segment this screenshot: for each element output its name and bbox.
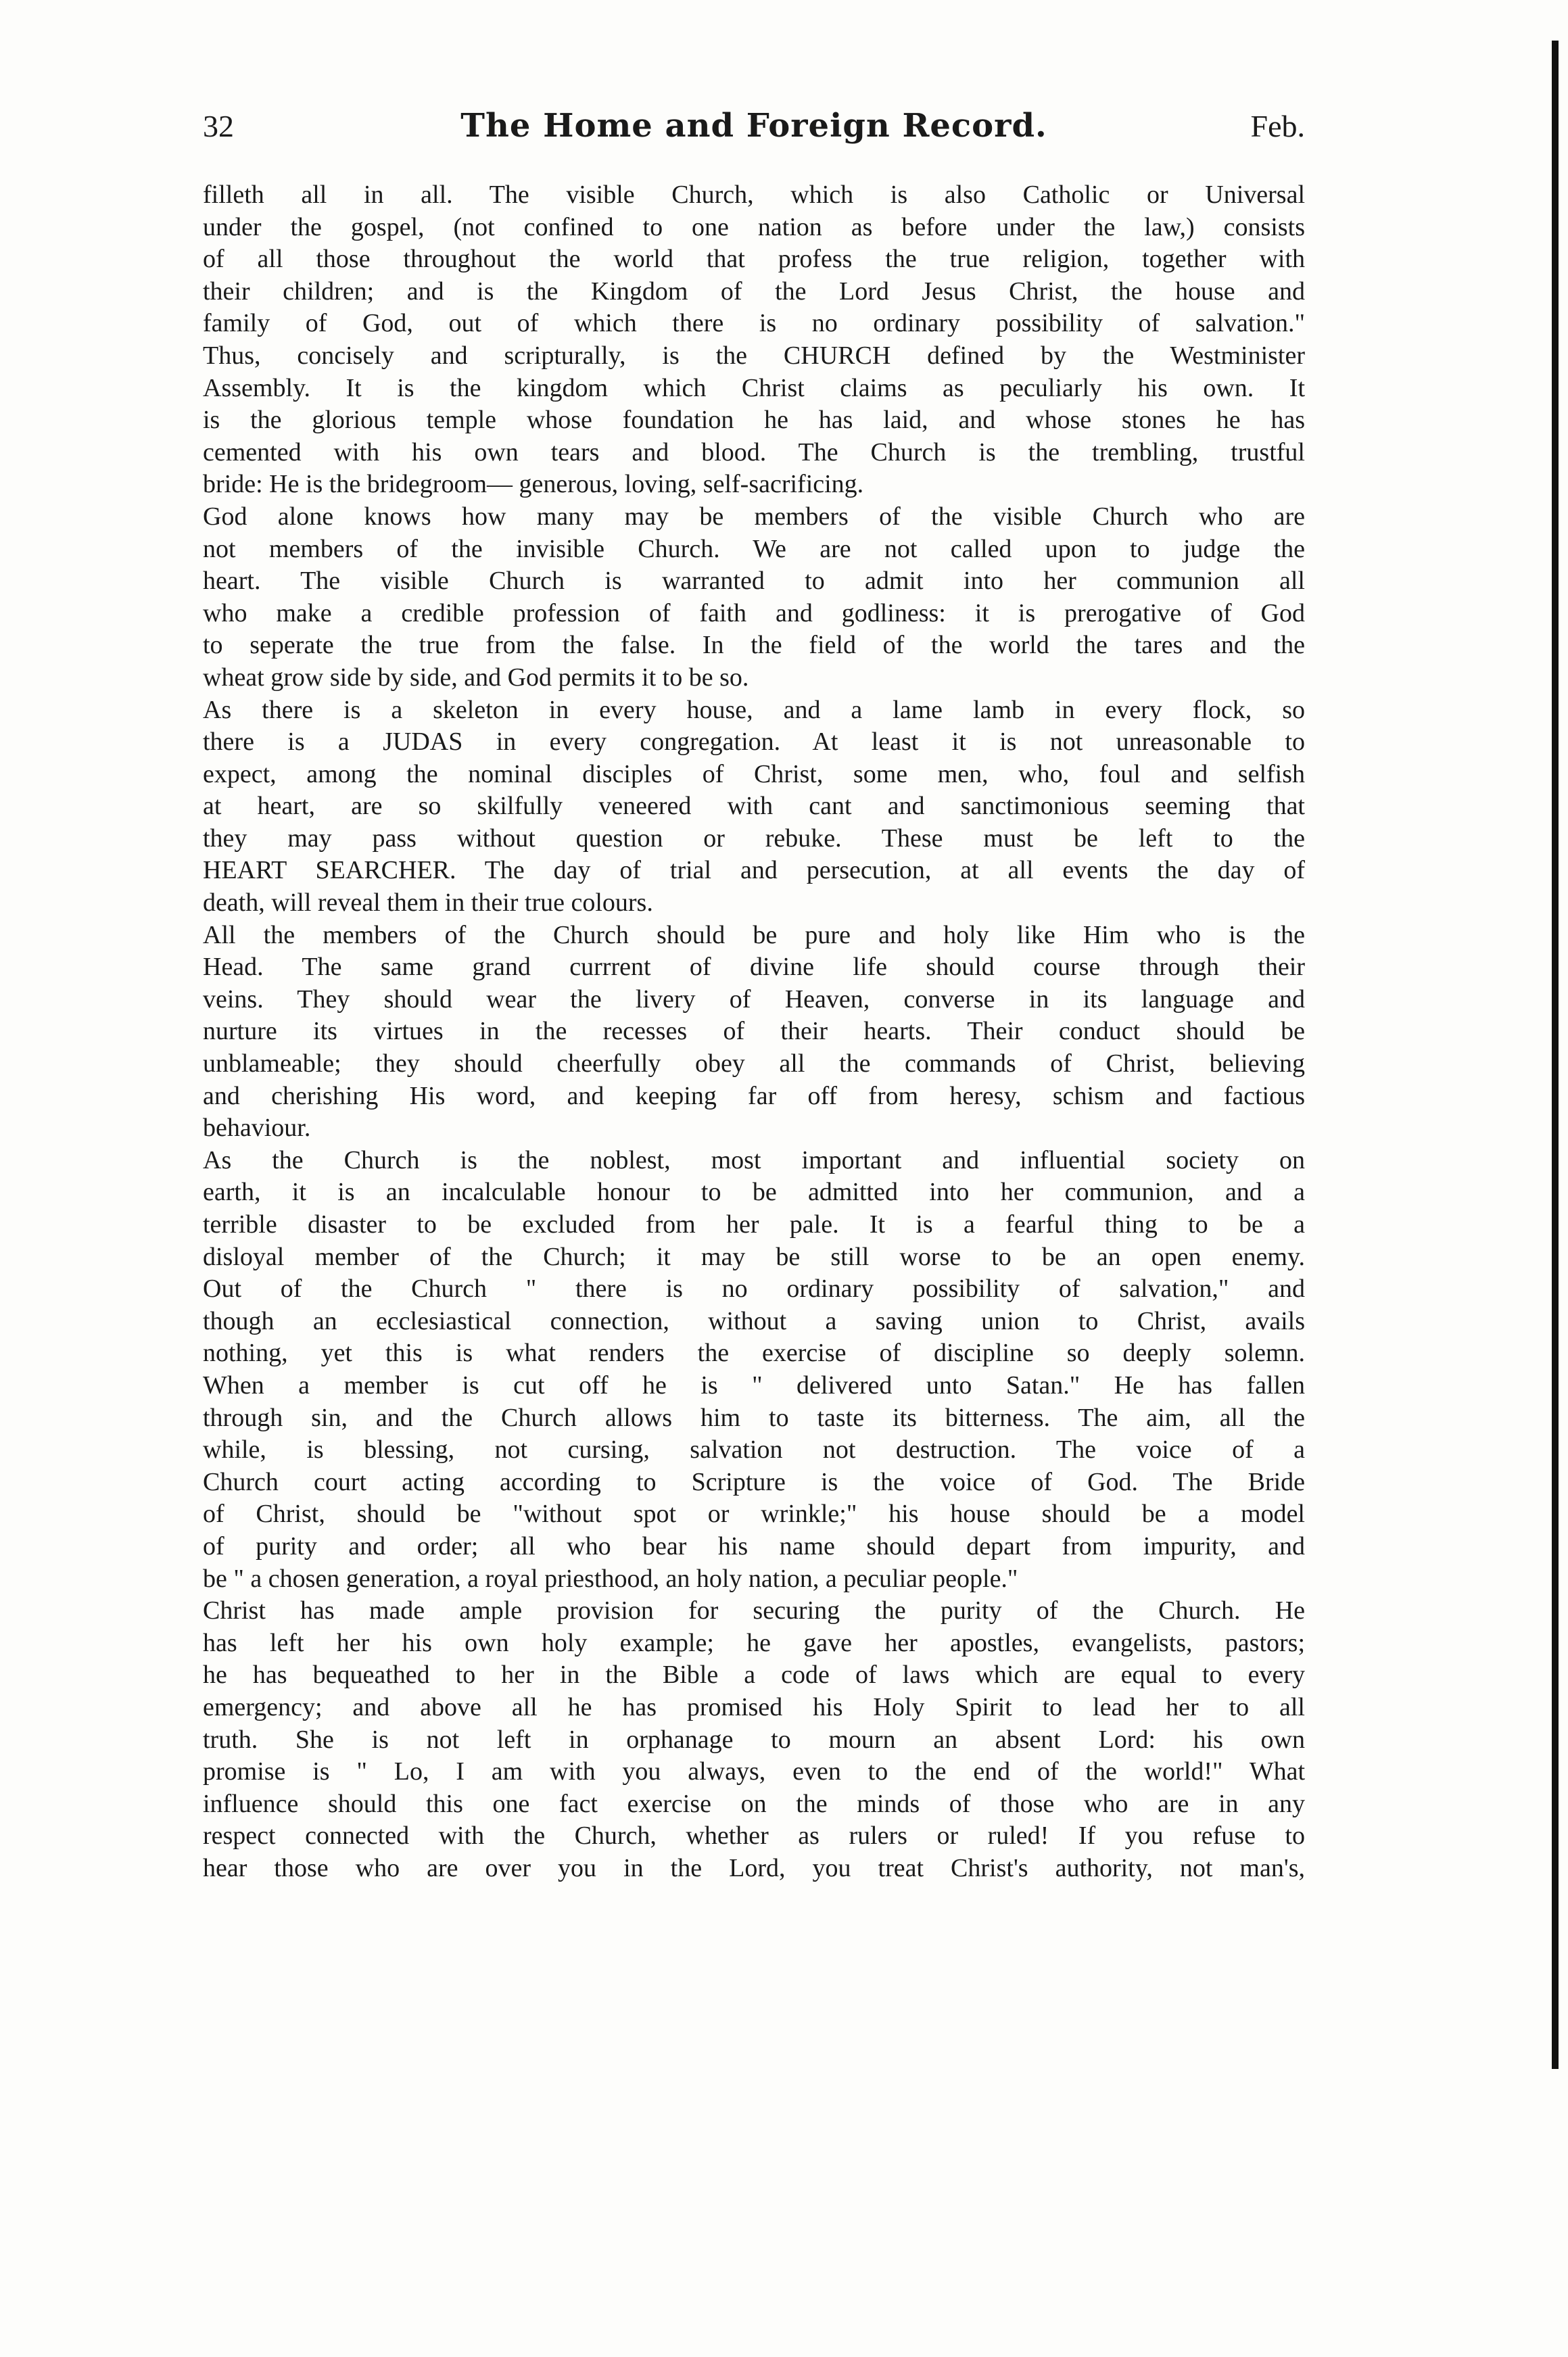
- journal-title: The Home and Foreign Record.: [460, 107, 1047, 145]
- text-line: be " a chosen generation, a royal priesthood, an holy nation, a peculiar people.": [203, 1564, 1018, 1593]
- text-line: of all those throughout the world that profess the true religion, together with: [203, 245, 1305, 274]
- text-line: of purity and order; all who bear his name should depart from impurity, and: [203, 1531, 1305, 1561]
- text-line: they may pass without question or rebuke. These must be left to the: [203, 824, 1305, 853]
- text-line: to seperate the true from the false. In the field of the world the tares and the: [203, 631, 1305, 660]
- text-line: wheat grow side by side, and God permits it to be so.: [203, 663, 749, 692]
- paragraph-first-line: As the Church is the noblest, most important and influential society on: [203, 1145, 1305, 1174]
- text-line: disloyal member of the Church; it may be still worse to be an open enemy.: [203, 1242, 1305, 1271]
- text-line: promise is " Lo, I am with you always, even to the end of the world!" What: [203, 1757, 1305, 1786]
- text-line: heart. The visible Church is warranted to admit into her communion all: [203, 567, 1305, 596]
- text-line: of Christ, should be "without spot or wrinkle;" his house should be a model: [203, 1500, 1305, 1529]
- text-line: expect, among the nominal disciples of Christ, some men, who, foul and selfish: [203, 759, 1305, 788]
- text-line: at heart, are so skilfully veneered with cant and sanctimonious seeming that: [203, 792, 1305, 821]
- text-line: Head. The same grand currrent of divine life should course through their: [203, 953, 1305, 982]
- text-line: while, is blessing, not cursing, salvation not destruction. The voice of a: [203, 1435, 1305, 1465]
- text-line: nurture its virtues in the recesses of their hearts. Their conduct should be: [203, 1017, 1305, 1046]
- text-line: is the glorious temple whose foundation he has laid, and whose stones he has: [203, 406, 1305, 435]
- text-line: death, will reveal them in their true colours.: [203, 888, 653, 918]
- text-line: has left her his own holy example; he gave her apostles, evangelists, pastors;: [203, 1628, 1305, 1657]
- text-line: emergency; and above all he has promised his Holy Spirit to lead her to all: [203, 1692, 1305, 1721]
- text-line: Church court acting according to Scripture is the voice of God. The Bride: [203, 1467, 1305, 1496]
- paragraph-first-line: Christ has made ample provision for securing the purity of the Church. He: [203, 1596, 1305, 1625]
- text-line: Assembly. It is the kingdom which Christ claims as peculiarly his own. It: [203, 373, 1305, 402]
- issue-month: Feb.: [1250, 109, 1305, 143]
- text-line: Thus, concisely and scripturally, is the CHURCH defined by the Westminister: [203, 341, 1305, 370]
- text-line: he has bequeathed to her in the Bible a code of laws which are equal to every: [203, 1661, 1305, 1690]
- text-line: truth. She is not left in orphanage to mourn an absent Lord: his own: [203, 1725, 1305, 1754]
- running-head: [203, 101, 1305, 156]
- text-line: When a member is cut off he is " delivered unto Satan." He has fallen: [203, 1371, 1305, 1400]
- text-line: respect connected with the Church, whether as rulers or ruled! If you refuse to: [203, 1822, 1305, 1851]
- text-line: not members of the invisible Church. We are not called upon to judge the: [203, 534, 1305, 563]
- text-line: influence should this one fact exercise on the minds of those who are in any: [203, 1789, 1305, 1818]
- text-line: nothing, yet this is what renders the exercise of discipline so deeply solemn.: [203, 1339, 1305, 1368]
- text-line: and cherishing His word, and keeping far off from heresy, schism and factious: [203, 1081, 1305, 1110]
- article-body: [203, 179, 1305, 1884]
- text-line: who make a credible profession of faith and godliness: it is prerogative of God: [203, 598, 1305, 627]
- text-line: veins. They should wear the livery of Heaven, converse in its language and: [203, 984, 1305, 1014]
- text-line: there is a JUDAS in every congregation. At least it is not unreasonable to: [203, 728, 1305, 757]
- text-line: though an ecclesiastical connection, without a saving union to Christ, avails: [203, 1306, 1305, 1335]
- paragraph-first-line: God alone knows how many may be members of the visible Church who are: [203, 502, 1305, 531]
- text-line: their children; and is the Kingdom of the Lord Jesus Christ, the house and: [203, 277, 1305, 306]
- text-line: through sin, and the Church allows him to taste its bitterness. The aim, all the: [203, 1403, 1305, 1432]
- paragraph-first-line: All the members of the Church should be pure and holy like Him who is the: [203, 920, 1305, 949]
- text-line: cemented with his own tears and blood. The Church is the trembling, trustful: [203, 437, 1305, 467]
- text-line: terrible disaster to be excluded from her pale. It is a fearful thing to be a: [203, 1210, 1305, 1239]
- text-line: HEART SEARCHER. The day of trial and persecution, at all events the day of: [203, 856, 1305, 885]
- page-number: 32: [203, 109, 234, 143]
- text-line: earth, it is an incalculable honour to be admitted into her communion, and a: [203, 1178, 1305, 1207]
- text-line: Out of the Church " there is no ordinary possibility of salvation," and: [203, 1275, 1305, 1304]
- text-line: behaviour.: [203, 1114, 311, 1143]
- text-line: hear those who are over you in the Lord, you treat Christ's authority, not man's,: [203, 1853, 1305, 1882]
- text-line: family of God, out of which there is no ordinary possibility of salvation.": [203, 309, 1305, 338]
- text-line: bride: He is the bridegroom— generous, loving, self-sacrificing.: [203, 470, 864, 499]
- text-line: unblameable; they should cheerfully obey all the commands of Christ, believing: [203, 1049, 1305, 1078]
- text-line: filleth all in all. The visible Church, which is also Catholic or Universal: [203, 181, 1305, 209]
- text-line: under the gospel, (not confined to one nation as before under the law,) consists: [203, 212, 1305, 241]
- page-edge-rule: [1552, 41, 1559, 2069]
- paragraph-first-line: As there is a skeleton in every house, and a lame lamb in every flock, so: [203, 695, 1305, 724]
